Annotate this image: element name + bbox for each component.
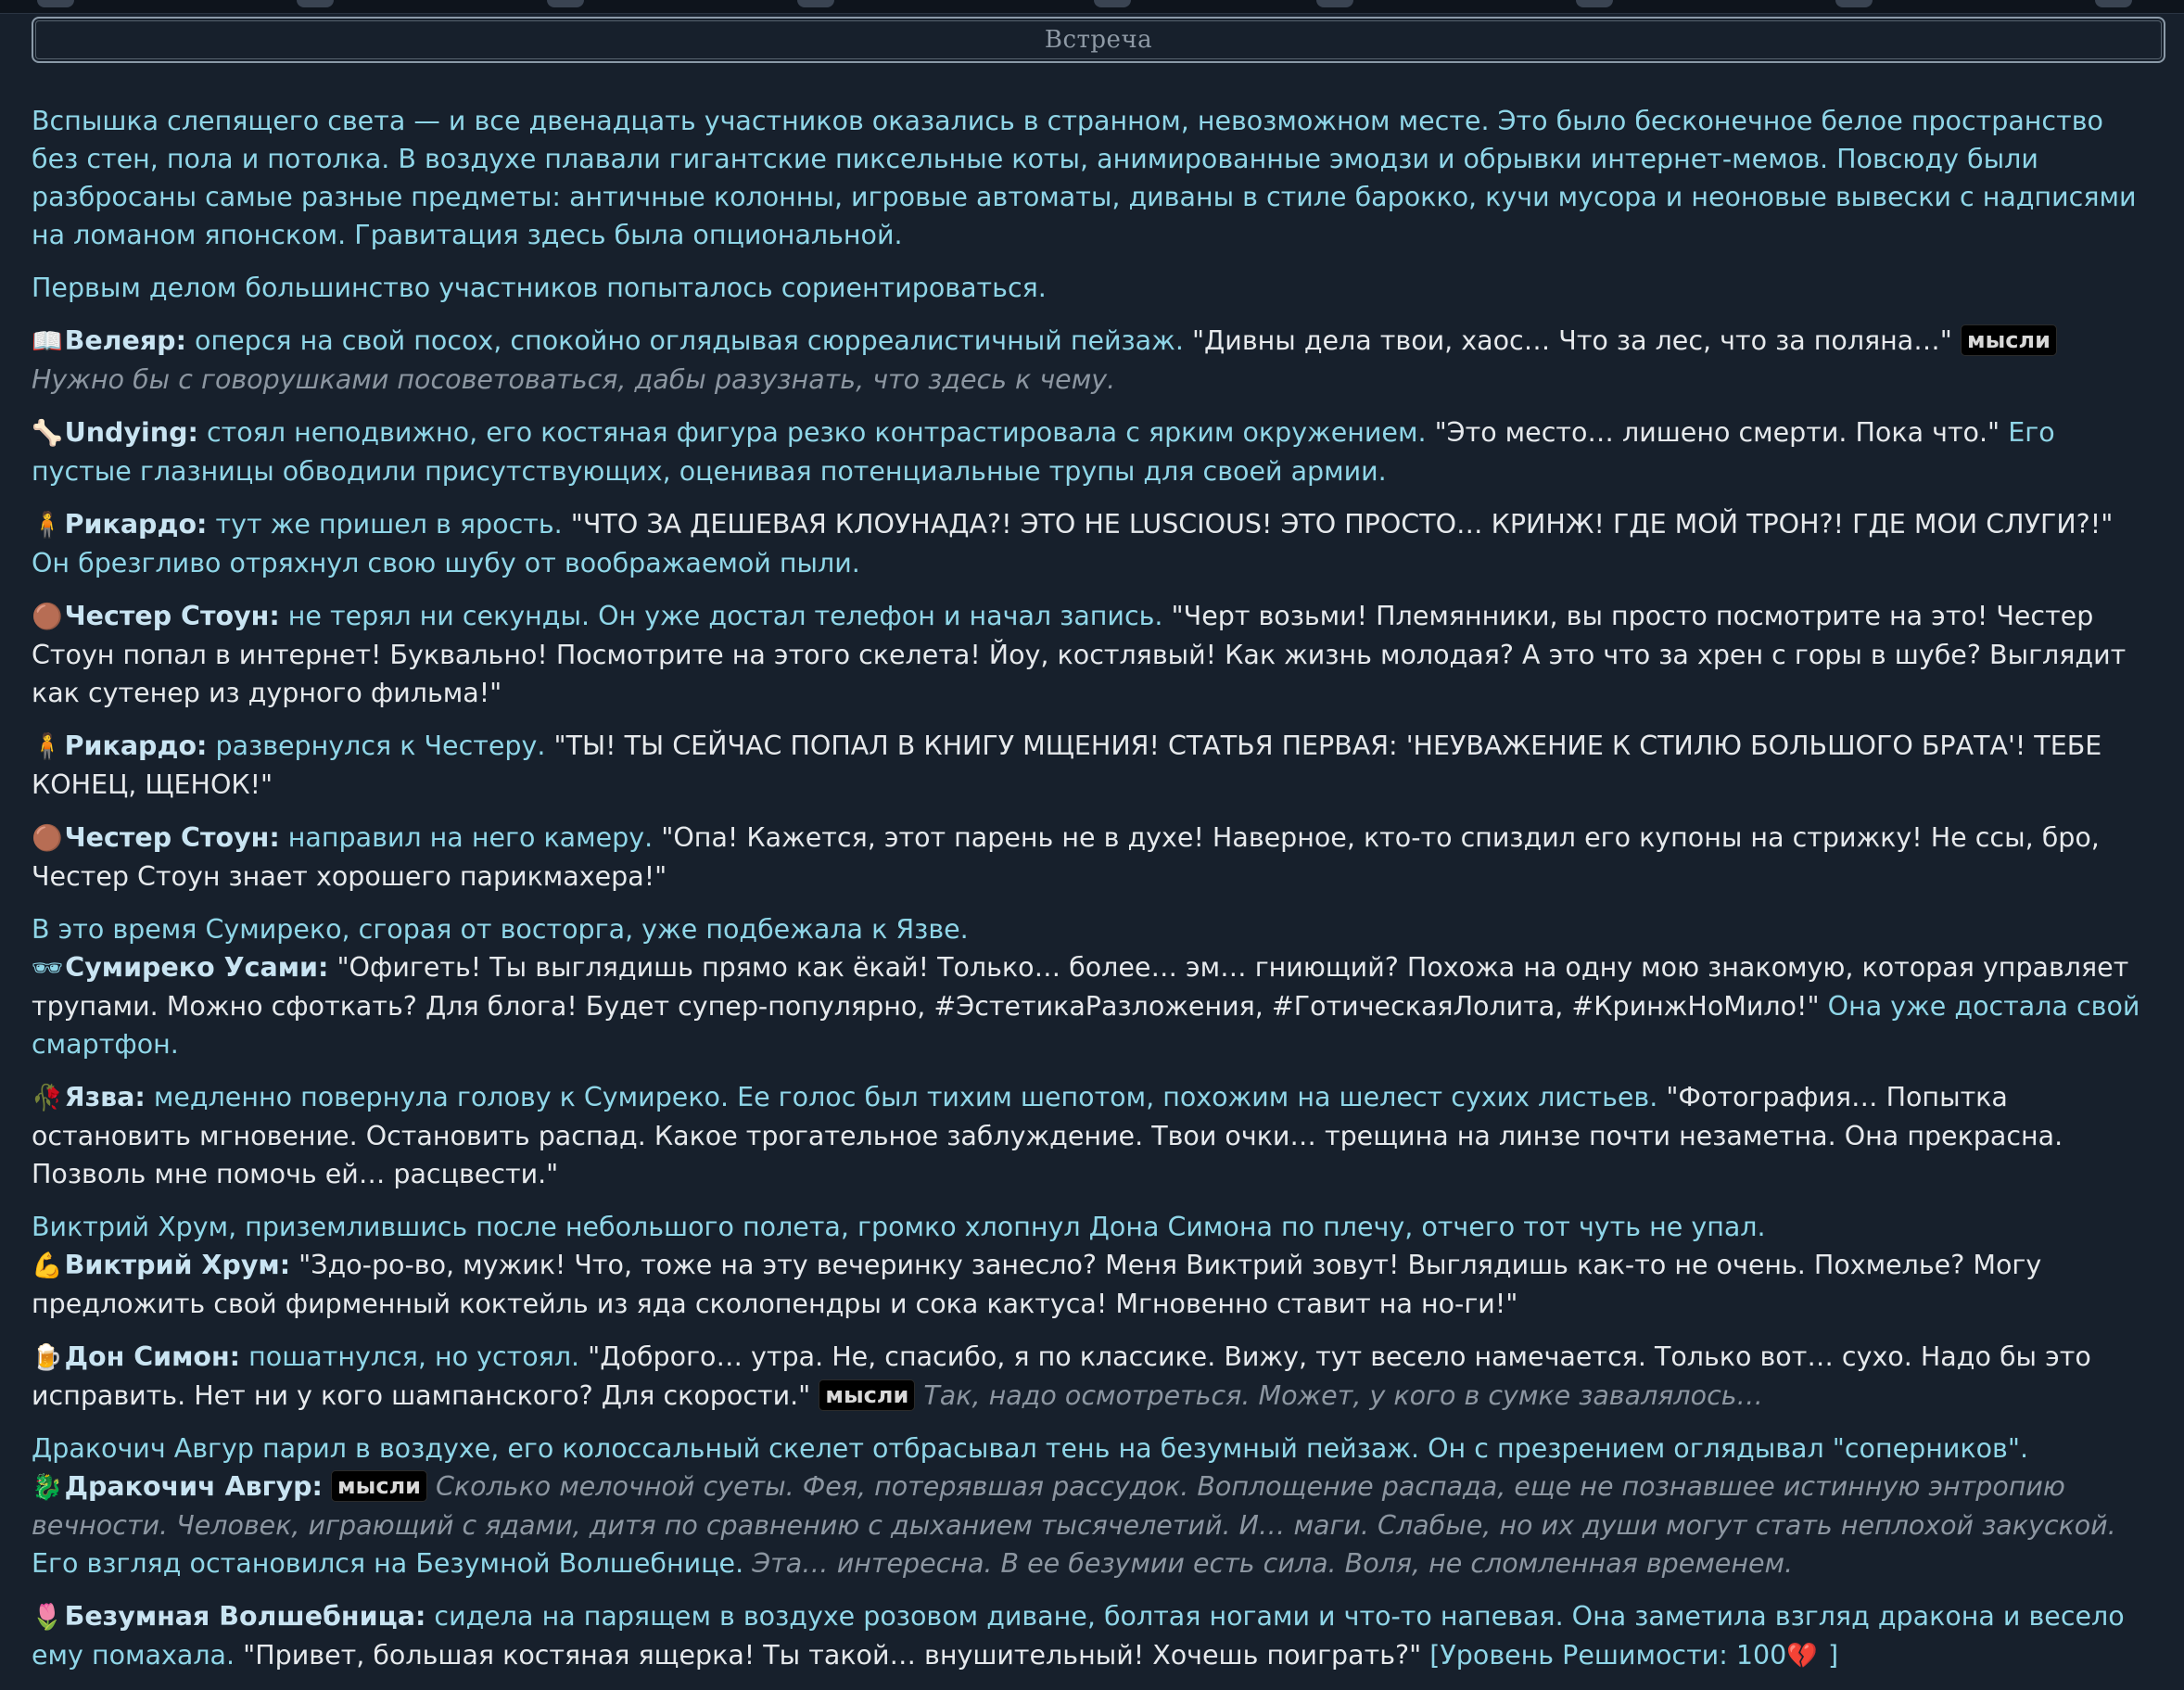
person-icon: 🧍 [32, 732, 63, 761]
face-icon: 🟤 [32, 603, 63, 631]
toolbar-tool-icon[interactable] [37, 0, 74, 7]
message-body [32, 597, 2154, 712]
narration-line: Виктрий Хрум, приземлившись после небольшого полета, громко хлопнул Дона Симона по плечу, отчего тот чуть не упал. [32, 1212, 1766, 1242]
narration-line: В это время Сумиреко, сгорая от восторга, уже подбежала к Язве. [32, 914, 969, 945]
character-name: Сумиреко Усами: [65, 952, 329, 983]
speech-text: "Доброго… утра. Не, спасибо, я по классике. Вижу, тут весело намечается. Только вот… сухо. Надо бы это исправить. Нет ни у кого шампанского? Для скорости." [32, 1341, 2091, 1411]
message-body [32, 322, 2154, 399]
top-toolbar [0, 0, 2184, 14]
toolbar-tool-icon[interactable] [1094, 0, 1131, 7]
speech-text: "Фотография… Попытка остановить мгновение. Остановить распад. Какое трогательное заблуждение. Твои очки… трещина на линзе почти незаметна. Она прекрасна. Позволь мне помочь ей… расцвести." [32, 1082, 2063, 1189]
character-name: Рикардо: [64, 509, 208, 540]
action-text: направил на него камеру. [279, 822, 662, 853]
character-name: Безумная Волшебница: [64, 1601, 426, 1632]
toolbar-tool-icon[interactable] [547, 0, 584, 7]
chat-message [32, 1430, 2154, 1582]
action-text: Она уже достала свой смартфон. [32, 991, 2140, 1060]
chat-message [32, 819, 2154, 896]
chat-message [32, 727, 2154, 804]
book-icon: 📖 [32, 327, 63, 356]
toolbar-tool-icon[interactable] [1835, 0, 1873, 7]
chat-message [32, 1208, 2154, 1323]
message-body [32, 1078, 2154, 1193]
character-name: Честер Стоун: [64, 822, 280, 853]
character-name: Честер Стоун: [64, 601, 280, 631]
action-text: Его пустые глазницы обводили присутствующих, оценивая потенциальные трупы для своей армии. [32, 417, 2055, 487]
chat-message [32, 1338, 2154, 1415]
action-text: Его взгляд остановился на Безумной Волшебнице. [32, 1548, 753, 1579]
broken-heart-icon: 💔 [1786, 1642, 1818, 1671]
chat-message [32, 1597, 2154, 1675]
thoughts-tag: мысли [1961, 324, 2057, 356]
chat-log [32, 102, 2154, 1690]
action-text: развернулся к Честеру. [207, 731, 554, 761]
toolbar-tool-icon[interactable] [797, 0, 834, 7]
action-text: тут же пришел в ярость. [207, 509, 571, 540]
thoughts-tag: мысли [819, 1379, 915, 1411]
action-text: медленно повернула голову к Сумиреко. Ее голос был тихим шепотом, похожим на шелест сухих листьев. [145, 1082, 1667, 1112]
speech-text: "Опа! Кажется, этот парень не в духе! Наверное, кто-то спиздил его купоны на стрижку! Не ссы, бро, Честер Стоун знает хорошего парикмахера!" [32, 822, 2100, 892]
chat-message [32, 910, 2154, 1063]
wilted-rose-icon: 🥀 [32, 1084, 63, 1112]
chat-title-bar [32, 17, 2165, 63]
message-body [32, 1468, 2154, 1582]
character-name: Велеяр: [64, 325, 186, 356]
action-text: оперся на свой посох, спокойно оглядывая сюрреалистичный пейзаж. [185, 325, 1192, 356]
thought-text: Эта… интересна. В ее безумии есть сила. Воля, не сломленная временем. [752, 1548, 1794, 1579]
speech-text: "Черт возьми! Племянники, вы просто посмотрите на это! Честер Стоун попал в интернет! Буквально! Посмотрите на этого скелета! Йоу, костлявый! Как жизнь молодая? А это что за хрен с горы в шубе? Выглядит как сутенер из дурного фильма!" [32, 601, 2127, 708]
chat-message [32, 322, 2154, 399]
dragon-icon: 🐉 [32, 1473, 63, 1502]
narration-line: Дракочич Авгур парил в воздухе, его колоссальный скелет отбрасывал тень на безумный пейзаж. Он с презрением оглядывал "соперников". [32, 1433, 2029, 1464]
thought-text: Нужно бы с говорушками посоветоваться, дабы разузнать, что здесь к чему. [32, 364, 1116, 395]
action-text: [Уровень Решимости: 100 [1421, 1640, 1787, 1671]
speech-text: "ЧТО ЗА ДЕШЕВАЯ КЛОУНАДА?! ЭТО НЕ LUSCIOUS! ЭТО ПРОСТО… КРИНЖ! ГДЕ МОЙ ТРОН?! ГДЕ МОИ СЛУГИ?!" [570, 509, 2114, 540]
message-body [32, 819, 2154, 896]
speech-text: "Здо-ро-во, мужик! Что, тоже на эту вечеринку занесло? Меня Виктрий зовут! Выглядишь как-то не очень. Похмелье? Могу предложить свой фирменный коктейль из яда сколопендры и сока кактуса! Мгновенно ставит на но-ги!" [32, 1250, 2042, 1319]
narration-paragraph: Вспышка слепящего света — и все двенадцать участников оказались в странном, невозможном месте. Это было бесконечное белое пространство без стен, пола и потолка. В воздухе плавали гигантские пиксельные коты, анимированные эмодзи и обрывки интернет-мемов. Повсюду были разбросаны самые разные предметы: античные колонны, игровые автоматы, диваны в стиле барокко, кучи мусора и неоновые вывески с надписями на ломаном японском. Гравитация здесь была опциональной. [32, 106, 2137, 250]
action-text: не терял ни секунды. Он уже достал телефон и начал запись. [279, 601, 1172, 631]
action-text [290, 1250, 298, 1280]
thought-text: Сколько мелочной суеты. Фея, потерявшая рассудок. Воплощение распада, еще не познавшее истинную энтропию вечности. Человек, играющий с ядами, дитя по сравнению с дыханием тысячелетий. И… маги. Слабые, но их души могут стать неплохой закуской. [32, 1471, 2116, 1541]
character-name: Рикардо: [64, 731, 208, 761]
message-body [32, 1338, 2154, 1415]
toolbar-tool-icon[interactable] [2095, 0, 2132, 7]
speech-text: "Офигеть! Ты выглядишь прямо как ёкай! Только… более… эм… гниющий? Похожа на одну мою знакомую, которая управляет трупами. Можно сфоткать? Для блога! Будет супер-популярно, #ЭстетикаРазложения, #ГотическаяЛолита, #КринжНоМило!" [32, 952, 2129, 1022]
action-text: стоял неподвижно, его костяная фигура резко контрастировала с ярким окружением. [197, 417, 1435, 448]
message-body [32, 727, 2154, 804]
character-name: Виктрий Хрум: [64, 1250, 291, 1280]
beer-icon: 🍺 [32, 1343, 63, 1372]
bone-icon: 🦴 [32, 419, 63, 448]
thought-text: Так, надо осмотреться. Может, у кого в сумке завалялось… [923, 1380, 1764, 1411]
message-body [32, 1597, 2154, 1675]
chat-message [32, 1078, 2154, 1193]
toolbar-tool-icon[interactable] [297, 0, 334, 7]
thoughts-tag: мысли [331, 1470, 427, 1502]
message-body [32, 505, 2154, 582]
chat-title: Встреча [1044, 26, 1153, 54]
message-body [32, 413, 2154, 490]
chat-message [32, 505, 2154, 582]
action-text: пошатнулся, но устоял. [240, 1341, 589, 1372]
chat-message [32, 413, 2154, 490]
face-icon: 🟤 [32, 824, 63, 853]
character-name: Язва: [64, 1082, 146, 1112]
tulip-icon: 🌷 [32, 1603, 63, 1632]
character-name: Дон Симон: [64, 1341, 241, 1372]
person-icon: 🧍 [32, 511, 63, 540]
toolbar-tool-icon[interactable] [1576, 0, 1613, 7]
character-name: Undying: [64, 417, 198, 448]
speech-text: "Это место… лишено смерти. Пока что." [1434, 417, 2000, 448]
sunglasses-icon: 🕶 [32, 954, 64, 983]
message-body [32, 1246, 2154, 1323]
chat-message [32, 597, 2154, 712]
flexed-arm-icon: 💪 [32, 1252, 63, 1280]
action-text: сидела на парящем в воздухе розовом диване, болтая ногами и что-то напевая. Она заметила взгляд дракона и весело ему помахала. [32, 1601, 2125, 1671]
speech-text: "Привет, большая костяная ящерка! Ты такой… внушительный! Хочешь поиграть?" [243, 1640, 1422, 1671]
narration-paragraph: Первым делом большинство участников попыталось сориентироваться. [32, 273, 1047, 303]
speech-text: "Дивны дела твои, хаос… Что за лес, что за поляна…" [1191, 325, 1952, 356]
action-text: ] [1819, 1640, 1839, 1671]
speech-text: "ТЫ! ТЫ СЕЙЧАС ПОПАЛ В КНИГУ МЩЕНИЯ! СТАТЬЯ ПЕРВАЯ: 'НЕУВАЖЕНИЕ К СТИЛЮ БОЛЬШОГО БРАТА'! ТЕБЕ КОНЕЦ, ЩЕНОК!" [32, 731, 2102, 800]
character-name: Дракочич Авгур: [64, 1471, 323, 1502]
toolbar-tool-icon[interactable] [1316, 0, 1353, 7]
message-body [32, 948, 2154, 1063]
action-text: Он брезгливо отряхнул свою шубу от воображаемой пыли. [32, 548, 860, 578]
